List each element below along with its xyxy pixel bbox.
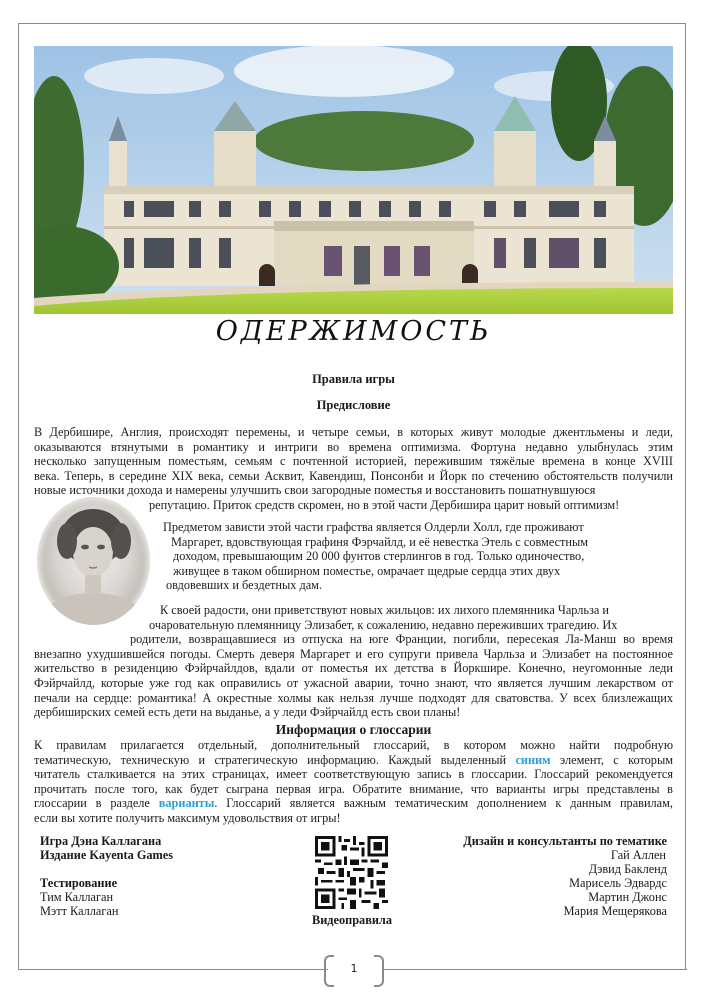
text-line: дербиширских семей есть дети на выданье, а у леди Фэйрчайлд есть свои планы! [34, 705, 461, 720]
text-line: К правилам прилагается отдельный, дополнительный глоссарий, в котором можно найти подробную [34, 738, 673, 752]
page-number-badge [322, 955, 386, 985]
text-line: жительство в резиденцию Фэйрчайлдов, вдали от поместья их детства в Йоркшире. Конечно, неугомонные леди [34, 661, 673, 676]
text-line: если вы хотите получить максимум удовольствия от игры! [34, 810, 341, 825]
qr-label: Видеоправила [312, 913, 392, 927]
game-author: Игра Дэна Каллагана [40, 834, 162, 848]
page-number: 1 [350, 962, 358, 975]
credits-left [40, 834, 173, 918]
text-line: глоссарии в разделе варианты. Глоссарий является важным тематическим дополнением к данным правилам, [34, 796, 673, 811]
text-line: читатель сталкивается на этих страницах, имеет соответствующую запись в глоссарии. Глоссарий рекомендуется [34, 767, 673, 782]
text-line: печали на сердце: романтика! А окрестные холмы как нельзя лучше подходят для сватовства. У всех близлежащих [34, 690, 673, 705]
text-line: живущее в таком обширном поместье, омрачает щедрые сердца этих двух [173, 563, 561, 578]
text-line: родители, возвращавшиеся из отпуска на юге Франции, погибли, пересекая Ла-Манш во время [130, 632, 673, 647]
text-line: Предметом зависти этой части графства является Олдерли Холл, где проживают [163, 520, 584, 534]
game-title: ОДЕРЖИМОСТЬ [215, 316, 492, 347]
page-frame-bottom-left [18, 969, 328, 970]
text-line: очаровательную племянницу Элизабет, к сожалению, недавно переживших трагедию. Их [149, 617, 618, 632]
rules-subtitle: Правила игры [312, 372, 395, 386]
testing-heading: Тестирование [40, 876, 118, 890]
foreword-heading: Предисловие [316, 398, 391, 412]
text-line: В Дербишире, Англия, происходят перемены, и четыре семьи, в которых живут молодые джентльмены и леди, [34, 425, 673, 439]
glossary-link-variants[interactable]: варианты [158, 796, 215, 811]
text-line: К своей радости, они приветствуют новых жильцов: их лихого племянника Чарльза и [160, 603, 609, 617]
tester-name: Тим Каллаган [40, 890, 114, 904]
text-line: репутацию. Приток средств скромен, но в этой части Дербишира царит новый оптимизм! [149, 497, 620, 512]
foreword-paragraph-2 [160, 520, 630, 593]
publisher: Издание Kayenta Games [40, 848, 174, 862]
text-line: прочитать после того, как будет сыграна первая игра. Обратите внимание, что варианты игры представлены в [34, 781, 673, 796]
consultant-name: Гай Аллен [610, 848, 666, 862]
foreword-paragraph-3 [34, 603, 673, 720]
text-line: Маргарет, вдовствующая графиня Фэрчайлд, и её невестка Этель с совместным [171, 534, 589, 549]
consultant-name: Мария Мещерякова [563, 904, 667, 918]
consultant-name: Дэвид Бакленд [588, 862, 667, 876]
text-line: оказываются втянутыми в романтику и интриги во времена оптимизма. Фортуна недавно улыбнулась этим [34, 439, 673, 454]
text-line: доходом, превышающим 20 000 фунтов стерлингов в год. Только одиночество, [173, 549, 585, 564]
text-line: овдовевших и бездетных дам. [166, 578, 323, 593]
glossary-heading: Информация о глоссарии [275, 722, 432, 737]
consultant-name: Мартин Джонс [588, 890, 667, 904]
text-line: Фэйрчайлд, которые уже год как оправились от ужасной аварии, точно знают, что является лучшим лекарством от [34, 675, 673, 690]
glossary-paragraph [34, 738, 673, 826]
design-heading: Дизайн и консультанты по тематике [463, 834, 667, 848]
glossary-link-blue[interactable]: синим [515, 752, 551, 767]
text-line: тематическую, техническую и стратегическую информацию. Каждый выделенный синим элемент, с которым [34, 752, 674, 767]
text-line: новые источники дохода и намерены улучшить свои загородные поместья и восстановить пошатнувшуюся [34, 483, 596, 498]
credits-right [463, 834, 667, 918]
right-brace-icon [374, 955, 384, 987]
text-line: несколько запущенным поместьям, семьям с почтенной историей, пережившим тяжёлые времена в конце XVIII [34, 454, 673, 469]
manor-illustration [34, 46, 673, 314]
qr-code-icon[interactable] [315, 836, 388, 909]
text-line: внезапно ухудшившейся погоды. Смерть деверя Маргарет и его супруги привела Чарльза и Элизабет на постоянное [34, 646, 673, 661]
text-line: века. Теперь, в середине XIX века, семьи Асквит, Кавендиш, Понсонби и Йорк по стечению обстоятельств получили [34, 468, 673, 483]
foreword-paragraph-1 [34, 425, 673, 513]
tester-name: Мэтт Каллаган [40, 904, 119, 918]
consultant-name: Марисель Эдвардс [569, 876, 667, 890]
page-frame-bottom-right [383, 969, 687, 970]
